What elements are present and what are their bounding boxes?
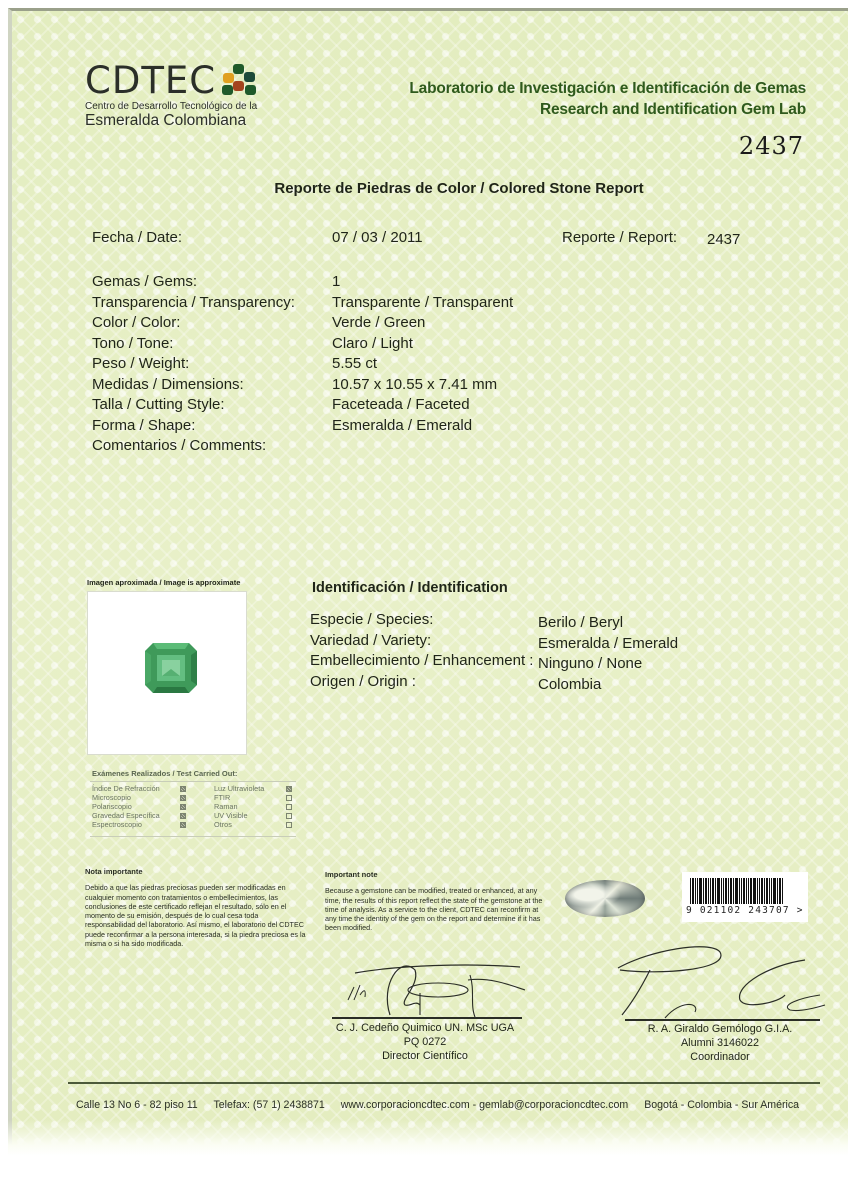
test-label: UV Visible	[214, 811, 248, 820]
handwritten-signature-icon	[580, 940, 830, 1025]
signature-coordinator	[580, 940, 830, 1070]
identification-table	[310, 610, 710, 692]
identification-title: Identificación / Identification	[312, 580, 508, 596]
report-number-value: 2437	[707, 231, 741, 248]
property-value: 10.57 x 10.55 x 7.41 mm	[332, 375, 498, 393]
signer-id: Alumni 3146022	[680, 1037, 760, 1049]
lab-title-es: Laboratorio de Investigación e Identificación de Gemas	[409, 80, 806, 97]
logo-subtitle: Centro de Desarrollo Tecnológico de la	[85, 101, 258, 112]
checkbox-checked	[286, 786, 292, 792]
property-label: Transparencia / Transparency:	[92, 293, 295, 311]
property-label: Gemas / Gems:	[92, 273, 198, 290]
property-row	[92, 293, 652, 314]
property-value	[332, 436, 652, 457]
checkbox-unchecked	[286, 804, 292, 810]
property-value: Transparente / Transparent	[332, 293, 514, 311]
hologram-seal-icon	[565, 880, 645, 917]
lab-title	[409, 78, 806, 120]
property-value: Esmeralda / Emerald	[332, 416, 473, 434]
sheet-edge	[8, 1120, 848, 1156]
footer-address: Calle 13 No 6 - 82 piso 11	[76, 1099, 198, 1111]
note-title: Important note	[325, 870, 378, 879]
signer-role: Coordinador	[690, 1051, 750, 1063]
test-item	[214, 820, 232, 830]
identification-value: Berilo / Beryl	[538, 614, 624, 631]
test-label: Polariscopio	[92, 802, 132, 811]
footer-location: Bogotá - Colombia - Sur América	[644, 1099, 800, 1111]
gem-photo	[87, 591, 247, 755]
signer-name: R. A. Giraldo Gemólogo G.I.A.	[647, 1023, 793, 1035]
property-label: Forma / Shape:	[92, 416, 196, 434]
report-number-label: Reporte / Report:	[562, 229, 678, 246]
signer-role: Director Científico	[382, 1050, 468, 1062]
property-row	[92, 354, 652, 375]
stone-properties	[92, 272, 652, 457]
identification-row	[310, 610, 710, 631]
tests-checklist	[90, 781, 296, 837]
emerald-cut-gem-icon	[145, 643, 197, 693]
identification-row	[310, 672, 710, 693]
barcode	[682, 872, 808, 922]
property-value: 1	[332, 273, 341, 290]
property-value: Claro / Light	[332, 334, 413, 352]
test-label: FTIR	[214, 793, 231, 802]
checkbox-checked	[180, 804, 186, 810]
image-caption: Imagen aproximada / Image is approximate	[87, 578, 241, 587]
footer-contact	[76, 1099, 836, 1111]
logo-subtitle-name: Esmeralda Colombiana	[85, 112, 247, 129]
note-body: Because a gemstone can be modified, treated or enhanced, at any time, the results of this report reflect the state of the gemstone at the time of analysis. As a service to the client, CDTEC can reconfirm at any time the identity of the gem on the report and determine if it has been modified.	[325, 886, 543, 933]
identification-label: Variedad / Variety:	[310, 631, 432, 649]
signature-director	[320, 945, 550, 1075]
property-label: Medidas / Dimensions:	[92, 375, 244, 393]
important-note-es	[85, 867, 307, 948]
barcode-number: 9 021102 243707 >	[686, 905, 804, 916]
property-row	[92, 272, 652, 293]
handwritten-signature-icon	[320, 945, 550, 1025]
property-value: 5.55 ct	[332, 355, 378, 372]
property-row	[92, 313, 652, 334]
report-title: Reporte de Piedras de Color / Colored Stone Report	[274, 180, 644, 197]
identification-value: Esmeralda / Emerald	[538, 634, 679, 652]
barcode-bars	[690, 878, 796, 904]
identification-label: Especie / Species:	[310, 611, 434, 628]
property-label: Color / Color:	[92, 314, 181, 331]
identification-label: Embellecimiento / Enhancement :	[310, 652, 534, 669]
gem-cluster-icon	[218, 64, 258, 98]
logo-wordmark: CDTEC	[85, 59, 217, 102]
test-label: Gravedad Específica	[92, 811, 160, 820]
property-row	[92, 395, 652, 416]
checkbox-unchecked	[286, 813, 292, 819]
property-row	[92, 375, 652, 396]
note-body: Debido a que las piedras preciosas pueden ser modificadas en cualquier momento con tratamientos o embellecimientos, las conclusiones de este certificado reflejan el resultado, sólo en el momento de su emisión, después de lo cual cesa toda responsabilidad del laboratorio. Así mismo, el laboratorio del CDTEC puede reconfirmar a la persona interesada, si la piedra preciosa es la misma o si ha sido modificada.	[85, 883, 306, 949]
property-value: Verde / Green	[332, 314, 426, 331]
checkbox-unchecked	[286, 822, 292, 828]
important-note-en	[325, 870, 547, 933]
date-value: 07 / 03 / 2011	[332, 229, 423, 246]
property-label: Peso / Weight:	[92, 355, 190, 372]
test-label: Índice De Refracción	[92, 784, 160, 793]
footer-phone: Telefax: (57 1) 2438871	[213, 1099, 325, 1111]
lab-title-en: Research and Identification Gem Lab	[539, 101, 806, 118]
tests-title: Exámenes Realizados / Test Carried Out:	[92, 769, 238, 778]
property-label: Tono / Tone:	[92, 334, 174, 352]
signer-id: PQ 0272	[403, 1036, 447, 1048]
identification-row	[310, 631, 710, 652]
test-label: Espectroscopio	[92, 820, 142, 829]
date-label: Fecha / Date:	[92, 229, 183, 246]
footer-divider	[68, 1082, 820, 1084]
property-row	[92, 436, 652, 457]
identification-value: Colombia	[538, 675, 602, 693]
checkbox-checked	[180, 795, 186, 801]
identification-value: Ninguno / None	[538, 655, 643, 672]
property-row	[92, 334, 652, 355]
test-item	[92, 820, 142, 830]
property-label: Talla / Cutting Style:	[92, 396, 225, 413]
property-row	[92, 416, 652, 437]
identification-row	[310, 651, 710, 672]
property-label: Comentarios / Comments:	[92, 437, 267, 454]
identification-label: Origen / Origin :	[310, 672, 416, 690]
signer-name: C. J. Cedeño Quimico UN. MSc UGA	[335, 1022, 515, 1034]
property-value: Faceteada / Faceted	[332, 396, 470, 413]
checkbox-unchecked	[286, 795, 292, 801]
checkbox-checked	[180, 786, 186, 792]
test-label: Luz Ultravioleta	[214, 784, 265, 793]
serial-number: 2437	[738, 132, 804, 160]
checkbox-checked	[180, 822, 186, 828]
checkbox-checked	[180, 813, 186, 819]
note-title: Nota importante	[85, 867, 143, 876]
footer-web-email[interactable]: www.corporacioncdtec.com - gemlab@corporacioncdtec.com	[340, 1099, 629, 1111]
cdtec-logo	[85, 59, 258, 130]
test-label: Otros	[214, 820, 232, 829]
test-label: Microscopio	[92, 793, 131, 802]
test-label: Raman	[214, 802, 238, 811]
